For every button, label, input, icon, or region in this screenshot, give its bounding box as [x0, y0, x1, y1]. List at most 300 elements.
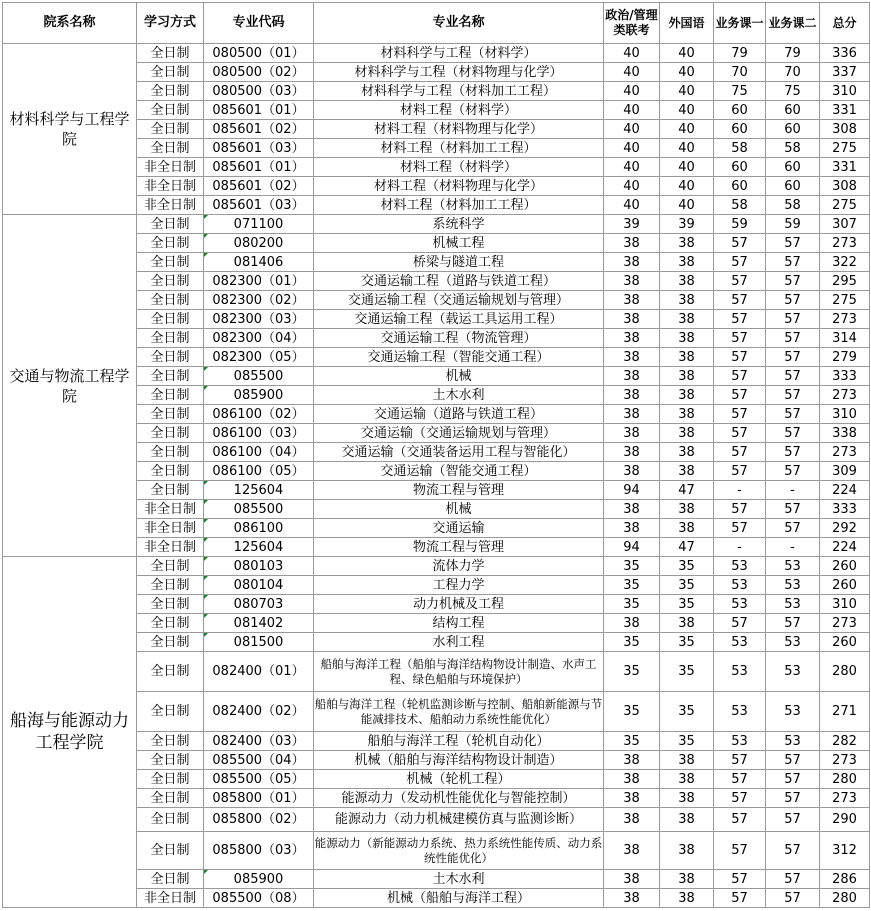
total-cell: 308 — [820, 120, 870, 139]
code-cell: 080500（03） — [204, 82, 314, 101]
major-cell: 能源动力（发动机性能优化与智能控制） — [314, 789, 604, 808]
course2-cell: 53 — [766, 652, 820, 692]
mode-cell: 全日制 — [137, 272, 204, 291]
code-cell: 080103 — [204, 557, 314, 576]
mode-cell: 全日制 — [137, 652, 204, 692]
code-cell: 085601（02） — [204, 177, 314, 196]
foreign-cell: 35 — [660, 633, 714, 652]
course1-cell: 57 — [714, 329, 766, 348]
politics-cell: 38 — [604, 386, 660, 405]
mode-cell: 全日制 — [137, 310, 204, 329]
total-cell: 331 — [820, 101, 870, 120]
major-cell: 能源动力（动力机械建模仿真与监测诊断） — [314, 808, 604, 832]
politics-cell: 38 — [604, 808, 660, 832]
course1-cell: 53 — [714, 576, 766, 595]
mode-cell: 全日制 — [137, 120, 204, 139]
foreign-cell: 38 — [660, 310, 714, 329]
mode-cell: 全日制 — [137, 770, 204, 789]
course2-cell: 57 — [766, 770, 820, 789]
major-cell: 材料工程（材料加工工程） — [314, 196, 604, 215]
course1-cell: 57 — [714, 808, 766, 832]
code-cell: 080500（02） — [204, 63, 314, 82]
course1-cell: 57 — [714, 889, 766, 908]
total-cell: 271 — [820, 692, 870, 732]
major-cell: 机械（船舶与海洋工程） — [314, 889, 604, 908]
mode-cell: 全日制 — [137, 367, 204, 386]
politics-cell: 38 — [604, 500, 660, 519]
course1-cell: 57 — [714, 367, 766, 386]
total-cell: 309 — [820, 462, 870, 481]
mode-cell: 全日制 — [137, 253, 204, 272]
course2-cell: 57 — [766, 272, 820, 291]
total-cell: 282 — [820, 732, 870, 751]
code-cell: 085500 — [204, 500, 314, 519]
code-cell: 082300（02） — [204, 291, 314, 310]
foreign-cell: 38 — [660, 462, 714, 481]
total-cell: 273 — [820, 443, 870, 462]
code-cell: 085900 — [204, 870, 314, 889]
total-cell: 333 — [820, 367, 870, 386]
total-cell: 292 — [820, 519, 870, 538]
header-foreign: 外国语 — [660, 3, 714, 44]
course2-cell: 70 — [766, 63, 820, 82]
code-cell: 085601（03） — [204, 139, 314, 158]
foreign-cell: 38 — [660, 329, 714, 348]
mode-cell: 非全日制 — [137, 196, 204, 215]
course2-cell: 60 — [766, 120, 820, 139]
total-cell: 260 — [820, 576, 870, 595]
table-row — [3, 44, 870, 63]
mode-cell: 全日制 — [137, 443, 204, 462]
course1-cell: 58 — [714, 196, 766, 215]
major-cell: 结构工程 — [314, 614, 604, 633]
course1-cell: 57 — [714, 291, 766, 310]
mode-cell: 全日制 — [137, 462, 204, 481]
foreign-cell: 35 — [660, 576, 714, 595]
course2-cell: 57 — [766, 500, 820, 519]
course1-cell: 53 — [714, 652, 766, 692]
header-politics: 政治/管理类联考 — [604, 3, 660, 44]
mode-cell: 全日制 — [137, 614, 204, 633]
major-cell: 机械 — [314, 500, 604, 519]
major-cell: 水利工程 — [314, 633, 604, 652]
code-cell: 082300（03） — [204, 310, 314, 329]
code-cell: 086100（04） — [204, 443, 314, 462]
mode-cell: 全日制 — [137, 386, 204, 405]
course2-cell: - — [766, 538, 820, 557]
course2-cell: 57 — [766, 519, 820, 538]
course1-cell: 57 — [714, 519, 766, 538]
total-cell: 279 — [820, 348, 870, 367]
mode-cell: 全日制 — [137, 101, 204, 120]
total-cell: 338 — [820, 424, 870, 443]
foreign-cell: 40 — [660, 63, 714, 82]
mode-cell: 全日制 — [137, 692, 204, 732]
code-cell: 082300（04） — [204, 329, 314, 348]
foreign-cell: 38 — [660, 751, 714, 770]
politics-cell: 94 — [604, 538, 660, 557]
politics-cell: 38 — [604, 291, 660, 310]
course2-cell: 57 — [766, 329, 820, 348]
foreign-cell: 38 — [660, 832, 714, 870]
politics-cell: 38 — [604, 272, 660, 291]
mode-cell: 全日制 — [137, 595, 204, 614]
mode-cell: 全日制 — [137, 329, 204, 348]
course2-cell: 57 — [766, 870, 820, 889]
politics-cell: 39 — [604, 215, 660, 234]
course2-cell: 79 — [766, 44, 820, 63]
foreign-cell: 40 — [660, 82, 714, 101]
major-cell: 交通运输工程（智能交通工程） — [314, 348, 604, 367]
course1-cell: 57 — [714, 405, 766, 424]
total-cell: 260 — [820, 633, 870, 652]
foreign-cell: 40 — [660, 139, 714, 158]
course2-cell: 59 — [766, 215, 820, 234]
politics-cell: 35 — [604, 633, 660, 652]
mode-cell: 非全日制 — [137, 538, 204, 557]
code-cell: 085601（01） — [204, 101, 314, 120]
major-cell: 材料科学与工程（材料物理与化学） — [314, 63, 604, 82]
total-cell: 273 — [820, 310, 870, 329]
mode-cell: 全日制 — [137, 44, 204, 63]
total-cell: 308 — [820, 177, 870, 196]
score-line-table — [2, 2, 870, 908]
header-dept: 院系名称 — [3, 3, 137, 44]
politics-cell: 40 — [604, 196, 660, 215]
politics-cell: 38 — [604, 770, 660, 789]
course2-cell: 57 — [766, 386, 820, 405]
course2-cell: 57 — [766, 832, 820, 870]
course2-cell: 57 — [766, 253, 820, 272]
foreign-cell: 39 — [660, 215, 714, 234]
politics-cell: 35 — [604, 652, 660, 692]
code-cell: 082400（03） — [204, 732, 314, 751]
total-cell: 337 — [820, 63, 870, 82]
course1-cell: 70 — [714, 63, 766, 82]
code-cell: 085601（02） — [204, 120, 314, 139]
foreign-cell: 38 — [660, 808, 714, 832]
politics-cell: 40 — [604, 63, 660, 82]
total-cell: 273 — [820, 386, 870, 405]
course1-cell: 57 — [714, 386, 766, 405]
course1-cell: 58 — [714, 139, 766, 158]
code-cell: 085500（08） — [204, 889, 314, 908]
politics-cell: 38 — [604, 367, 660, 386]
total-cell: 273 — [820, 751, 870, 770]
foreign-cell: 35 — [660, 652, 714, 692]
major-cell: 动力机械及工程 — [314, 595, 604, 614]
course1-cell: 57 — [714, 751, 766, 770]
course2-cell: 57 — [766, 789, 820, 808]
code-cell: 081500 — [204, 633, 314, 652]
major-cell: 交通运输（交通装备运用工程与智能化） — [314, 443, 604, 462]
code-cell: 071100 — [204, 215, 314, 234]
politics-cell: 35 — [604, 692, 660, 732]
code-cell: 086100 — [204, 519, 314, 538]
course2-cell: 57 — [766, 462, 820, 481]
course1-cell: 60 — [714, 177, 766, 196]
table-row — [3, 557, 870, 576]
politics-cell: 38 — [604, 310, 660, 329]
politics-cell: 38 — [604, 889, 660, 908]
major-cell: 交通运输工程（载运工具运用工程） — [314, 310, 604, 329]
mode-cell: 非全日制 — [137, 519, 204, 538]
total-cell: 314 — [820, 329, 870, 348]
mode-cell: 全日制 — [137, 63, 204, 82]
course2-cell: - — [766, 481, 820, 500]
course1-cell: 53 — [714, 557, 766, 576]
total-cell: 312 — [820, 832, 870, 870]
mode-cell: 非全日制 — [137, 158, 204, 177]
politics-cell: 38 — [604, 424, 660, 443]
course2-cell: 57 — [766, 751, 820, 770]
major-cell: 物流工程与管理 — [314, 538, 604, 557]
code-cell: 085800（01） — [204, 789, 314, 808]
total-cell: 273 — [820, 234, 870, 253]
course2-cell: 53 — [766, 557, 820, 576]
politics-cell: 38 — [604, 405, 660, 424]
politics-cell: 35 — [604, 595, 660, 614]
course2-cell: 57 — [766, 291, 820, 310]
foreign-cell: 38 — [660, 348, 714, 367]
foreign-cell: 38 — [660, 367, 714, 386]
course2-cell: 57 — [766, 424, 820, 443]
course2-cell: 53 — [766, 576, 820, 595]
major-cell: 交通运输（智能交通工程） — [314, 462, 604, 481]
code-cell: 086100（03） — [204, 424, 314, 443]
table-body — [3, 44, 870, 908]
code-cell: 082300（01） — [204, 272, 314, 291]
politics-cell: 38 — [604, 234, 660, 253]
foreign-cell: 38 — [660, 770, 714, 789]
code-cell: 085800（02） — [204, 808, 314, 832]
foreign-cell: 40 — [660, 196, 714, 215]
total-cell: 275 — [820, 139, 870, 158]
politics-cell: 38 — [604, 614, 660, 633]
course1-cell: 57 — [714, 443, 766, 462]
mode-cell: 全日制 — [137, 633, 204, 652]
mode-cell: 全日制 — [137, 215, 204, 234]
foreign-cell: 47 — [660, 481, 714, 500]
course1-cell: - — [714, 481, 766, 500]
course1-cell: 79 — [714, 44, 766, 63]
foreign-cell: 38 — [660, 870, 714, 889]
major-cell: 桥梁与隧道工程 — [314, 253, 604, 272]
header-major: 专业名称 — [314, 3, 604, 44]
politics-cell: 35 — [604, 557, 660, 576]
course2-cell: 57 — [766, 889, 820, 908]
foreign-cell: 38 — [660, 614, 714, 633]
total-cell: 336 — [820, 44, 870, 63]
code-cell: 080500（01） — [204, 44, 314, 63]
course2-cell: 57 — [766, 348, 820, 367]
course2-cell: 57 — [766, 234, 820, 253]
header-course2: 业务课二 — [766, 3, 820, 44]
course1-cell: 57 — [714, 348, 766, 367]
politics-cell: 40 — [604, 177, 660, 196]
course2-cell: 53 — [766, 692, 820, 732]
course1-cell: 57 — [714, 832, 766, 870]
major-cell: 船舶与海洋工程（船舶与海洋结构物设计制造、水声工程、绿色船舶与环境保护） — [314, 652, 604, 692]
major-cell: 交通运输 — [314, 519, 604, 538]
major-cell: 材料工程（材料学） — [314, 158, 604, 177]
course2-cell: 53 — [766, 633, 820, 652]
code-cell: 125604 — [204, 481, 314, 500]
total-cell: 224 — [820, 481, 870, 500]
code-cell: 085500（05） — [204, 770, 314, 789]
mode-cell: 非全日制 — [137, 177, 204, 196]
total-cell: 275 — [820, 196, 870, 215]
foreign-cell: 35 — [660, 732, 714, 751]
course2-cell: 58 — [766, 139, 820, 158]
course1-cell: 60 — [714, 120, 766, 139]
total-cell: 280 — [820, 889, 870, 908]
major-cell: 交通运输工程（物流管理） — [314, 329, 604, 348]
course1-cell: 60 — [714, 101, 766, 120]
foreign-cell: 38 — [660, 253, 714, 272]
total-cell: 286 — [820, 870, 870, 889]
course2-cell: 60 — [766, 101, 820, 120]
major-cell: 土木水利 — [314, 870, 604, 889]
code-cell: 081402 — [204, 614, 314, 633]
major-cell: 流体力学 — [314, 557, 604, 576]
course1-cell: 57 — [714, 614, 766, 633]
course1-cell: 75 — [714, 82, 766, 101]
total-cell: 280 — [820, 770, 870, 789]
course1-cell: 57 — [714, 500, 766, 519]
foreign-cell: 40 — [660, 158, 714, 177]
dept-name-cell: 船海与能源动力工程学院 — [3, 557, 137, 908]
politics-cell: 40 — [604, 158, 660, 177]
mode-cell: 全日制 — [137, 348, 204, 367]
major-cell: 交通运输工程（交通运输规划与管理） — [314, 291, 604, 310]
code-cell: 085900 — [204, 386, 314, 405]
major-cell: 材料科学与工程（材料学） — [314, 44, 604, 63]
total-cell: 322 — [820, 253, 870, 272]
total-cell: 310 — [820, 405, 870, 424]
foreign-cell: 38 — [660, 519, 714, 538]
course1-cell: 57 — [714, 770, 766, 789]
code-cell: 085500（04） — [204, 751, 314, 770]
politics-cell: 40 — [604, 101, 660, 120]
course1-cell: 57 — [714, 870, 766, 889]
foreign-cell: 40 — [660, 44, 714, 63]
politics-cell: 38 — [604, 519, 660, 538]
politics-cell: 94 — [604, 481, 660, 500]
code-cell: 082300（05） — [204, 348, 314, 367]
politics-cell: 35 — [604, 576, 660, 595]
mode-cell: 全日制 — [137, 291, 204, 310]
major-cell: 机械 — [314, 367, 604, 386]
dept-name-cell: 交通与物流工程学院 — [3, 215, 137, 557]
total-cell: 290 — [820, 808, 870, 832]
major-cell: 土木水利 — [314, 386, 604, 405]
major-cell: 材料科学与工程（材料加工工程） — [314, 82, 604, 101]
politics-cell: 40 — [604, 82, 660, 101]
foreign-cell: 35 — [660, 557, 714, 576]
course2-cell: 53 — [766, 595, 820, 614]
mode-cell: 非全日制 — [137, 500, 204, 519]
politics-cell: 35 — [604, 732, 660, 751]
dept-name-cell: 材料科学与工程学院 — [3, 44, 137, 215]
foreign-cell: 47 — [660, 538, 714, 557]
course1-cell: 59 — [714, 215, 766, 234]
major-cell: 材料工程（材料加工工程） — [314, 139, 604, 158]
course1-cell: 57 — [714, 789, 766, 808]
total-cell: 331 — [820, 158, 870, 177]
politics-cell: 38 — [604, 462, 660, 481]
course2-cell: 58 — [766, 196, 820, 215]
major-cell: 机械（船舶与海洋结构物设计制造） — [314, 751, 604, 770]
header-row — [3, 3, 870, 44]
mode-cell: 全日制 — [137, 82, 204, 101]
foreign-cell: 38 — [660, 889, 714, 908]
code-cell: 080104 — [204, 576, 314, 595]
course1-cell: 53 — [714, 595, 766, 614]
foreign-cell: 38 — [660, 386, 714, 405]
course1-cell: 57 — [714, 253, 766, 272]
major-cell: 能源动力（新能源动力系统、热力系统性能传质、动力系统性能优化） — [314, 832, 604, 870]
total-cell: 273 — [820, 789, 870, 808]
code-cell: 081406 — [204, 253, 314, 272]
total-cell: 260 — [820, 557, 870, 576]
major-cell: 物流工程与管理 — [314, 481, 604, 500]
code-cell: 085500 — [204, 367, 314, 386]
politics-cell: 40 — [604, 44, 660, 63]
code-cell: 085800（03） — [204, 832, 314, 870]
course2-cell: 57 — [766, 405, 820, 424]
politics-cell: 38 — [604, 870, 660, 889]
total-cell: 275 — [820, 291, 870, 310]
total-cell: 310 — [820, 595, 870, 614]
total-cell: 224 — [820, 538, 870, 557]
major-cell: 交通运输工程（道路与铁道工程） — [314, 272, 604, 291]
header-total: 总分 — [820, 3, 870, 44]
foreign-cell: 38 — [660, 272, 714, 291]
course1-cell: 53 — [714, 633, 766, 652]
header-course1: 业务课一 — [714, 3, 766, 44]
course1-cell: - — [714, 538, 766, 557]
course1-cell: 53 — [714, 732, 766, 751]
mode-cell: 全日制 — [137, 139, 204, 158]
major-cell: 机械工程 — [314, 234, 604, 253]
mode-cell: 全日制 — [137, 234, 204, 253]
mode-cell: 全日制 — [137, 732, 204, 751]
course2-cell: 75 — [766, 82, 820, 101]
course2-cell: 57 — [766, 367, 820, 386]
politics-cell: 38 — [604, 348, 660, 367]
code-cell: 086100（05） — [204, 462, 314, 481]
major-cell: 材料工程（材料学） — [314, 101, 604, 120]
politics-cell: 38 — [604, 751, 660, 770]
course2-cell: 53 — [766, 732, 820, 751]
code-cell: 082400（01） — [204, 652, 314, 692]
total-cell: 273 — [820, 614, 870, 633]
foreign-cell: 40 — [660, 120, 714, 139]
total-cell: 295 — [820, 272, 870, 291]
foreign-cell: 35 — [660, 692, 714, 732]
major-cell: 交通运输（道路与铁道工程） — [314, 405, 604, 424]
course1-cell: 57 — [714, 234, 766, 253]
total-cell: 310 — [820, 82, 870, 101]
mode-cell: 全日制 — [137, 808, 204, 832]
course2-cell: 60 — [766, 177, 820, 196]
politics-cell: 38 — [604, 832, 660, 870]
foreign-cell: 38 — [660, 424, 714, 443]
foreign-cell: 38 — [660, 443, 714, 462]
politics-cell: 40 — [604, 120, 660, 139]
course1-cell: 57 — [714, 424, 766, 443]
